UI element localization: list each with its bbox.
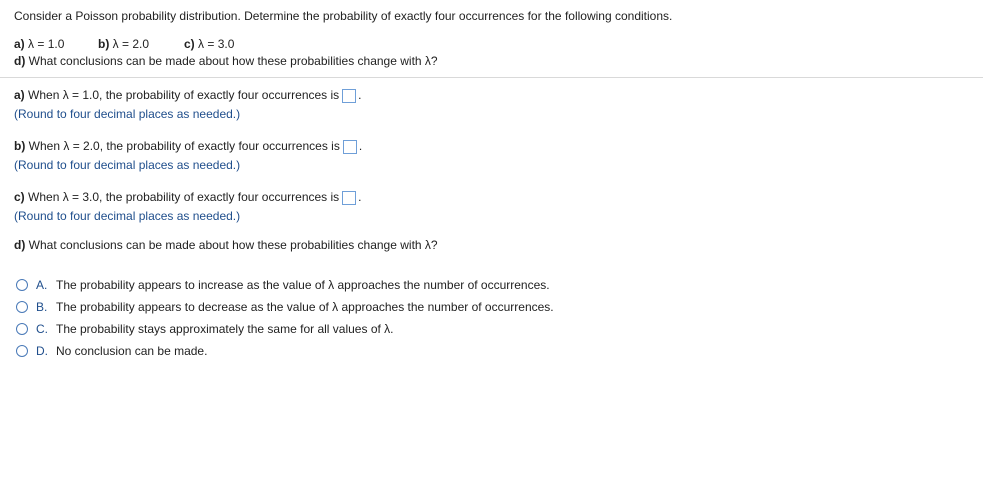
option-c-radio[interactable] [16, 323, 28, 335]
answer-a-period: . [358, 88, 362, 102]
option-c-letter: C. [36, 322, 48, 336]
question-part-d-letter: d) [14, 54, 26, 68]
option-c-text[interactable]: The probability stays approximately the same for all values of λ. [56, 322, 394, 336]
answer-d-text: What conclusions can be made about how these probabilities change with λ? [28, 238, 438, 252]
option-d-radio[interactable] [16, 345, 28, 357]
condition-b-text: λ = 2.0 [112, 37, 150, 51]
option-d[interactable] [16, 343, 207, 359]
answer-c-letter: c) [14, 190, 25, 204]
option-b-letter: B. [36, 300, 48, 314]
condition-a [14, 36, 64, 52]
answer-b-input[interactable] [343, 140, 357, 154]
option-d-letter: D. [36, 344, 48, 358]
option-a-radio[interactable] [16, 279, 28, 291]
answer-c-note: (Round to four decimal places as needed.) [14, 209, 241, 223]
answer-b-note: (Round to four decimal places as needed.) [14, 158, 241, 172]
option-c[interactable] [16, 321, 394, 337]
option-a-letter: A. [36, 278, 48, 292]
answer-d-letter: d) [14, 238, 26, 252]
answer-b-prompt [14, 138, 362, 154]
answer-a-text: When λ = 1.0, the probability of exactly four occurrences is [28, 88, 340, 102]
option-b-text[interactable]: The probability appears to decrease as the value of λ approaches the number of occurrences. [56, 300, 554, 314]
answer-a-note: (Round to four decimal places as needed.) [14, 107, 241, 121]
answer-b-letter: b) [14, 139, 26, 153]
option-a-text[interactable]: The probability appears to increase as the value of λ approaches the number of occurrences. [56, 278, 550, 292]
option-b-radio[interactable] [16, 301, 28, 313]
answer-c-text: When λ = 3.0, the probability of exactly four occurrences is [28, 190, 340, 204]
answer-d-prompt [14, 237, 438, 253]
question-intro: Consider a Poisson probability distribution. Determine the probability of exactly four occurrences for the following conditions. [14, 9, 673, 23]
answer-b-text: When λ = 2.0, the probability of exactly four occurrences is [28, 139, 340, 153]
condition-c-text: λ = 3.0 [198, 37, 235, 51]
question-part-d-text: What conclusions can be made about how these probabilities change with λ? [28, 54, 438, 68]
condition-c [184, 36, 234, 52]
section-divider [0, 77, 983, 78]
condition-b [98, 36, 149, 52]
condition-c-letter: c) [184, 37, 195, 51]
option-d-text[interactable]: No conclusion can be made. [56, 344, 208, 358]
condition-b-letter: b) [98, 37, 110, 51]
answer-a-letter: a) [14, 88, 25, 102]
answer-c-input[interactable] [342, 191, 356, 205]
answer-c-period: . [358, 190, 362, 204]
answer-b-period: . [358, 139, 363, 153]
condition-a-text: λ = 1.0 [28, 37, 65, 51]
answer-c-prompt [14, 189, 362, 205]
condition-a-letter: a) [14, 37, 25, 51]
option-b[interactable] [16, 299, 554, 315]
answer-a-prompt [14, 87, 362, 103]
question-part-d [14, 53, 438, 69]
answer-a-input[interactable] [342, 89, 356, 103]
option-a[interactable] [16, 277, 550, 293]
